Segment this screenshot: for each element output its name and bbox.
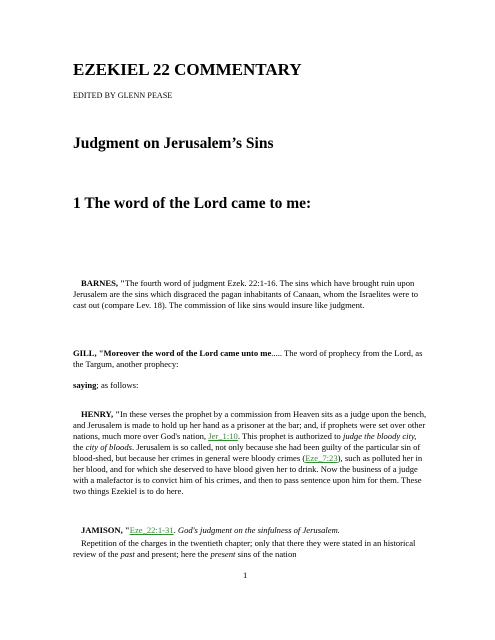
barnes-text: The fourth word of judgment Ezek. 22:1-16. The sins which have brought ruin upon Jerusalem are the sins which disgraced the pagan inhabitants of Canaan, whom the Israelites were to cast out (compare Lev. 18). The commission of like sins would insure like judgment.	[73, 278, 419, 310]
henry-text-2: . This prophet is authorized to	[237, 431, 343, 441]
jamison-p2-text-1: Repetition of the charges in the twentieth chapter; only that there they were stated in an historical review of the	[73, 538, 416, 559]
henry-emphasis-2: city of bloods	[85, 442, 132, 452]
document-title: EZEKIEL 22 COMMENTARY	[73, 60, 302, 79]
henry-text-3: the	[73, 442, 86, 452]
jamison-p2-text-3: sins of the nation	[235, 549, 297, 559]
barnes-name: BARNES, "	[81, 278, 125, 288]
gill-paragraph	[73, 348, 429, 370]
jamison-text-1: .	[173, 525, 178, 535]
henry-text-4: . Jerusalem is so called, not only because she had been guilty of the particular sin of blood-shed, but because her crimes in general were bloody crimes (	[73, 442, 421, 463]
verse-heading: 1 The word of the Lord came to me:	[73, 195, 312, 212]
scripture-link[interactable]: Eze_22:1-31	[129, 525, 174, 535]
scripture-link[interactable]: Jer_1:10	[208, 431, 238, 441]
editor-credit: EDITED BY GLENN PEASE	[73, 91, 173, 100]
henry-emphasis-1: judge the bloody city,	[342, 431, 417, 441]
henry-text-5: ), such as polluted her in her blood, and for which she deserved to have blood given her to drink. Now the business of a judge with a malefactor is to convict him of his crimes, and then to pass sentence upon him for them. These two things Ezekiel is to do here.	[73, 453, 423, 496]
henry-text-1: In these verses the prophet by a commission from Heaven sits as a judge upon the bench, and Jerusalem is made to hold up her hand as a prisoner at the bar; and, if prophets were set over other nations, much more over God's nation,	[73, 409, 427, 441]
gill-name: GILL, "Moreover the word of the Lord came unto me	[73, 348, 272, 358]
jamison-paragraph	[73, 525, 429, 536]
henry-name: HENRY, "	[81, 409, 121, 419]
section-heading: Judgment on Jerusalem’s Sins	[73, 135, 274, 152]
jamison-p2-text-2: and present; here the	[134, 549, 211, 559]
barnes-paragraph	[73, 278, 429, 311]
gill-saying-rest: ; as follows:	[96, 380, 139, 390]
jamison-paragraph-2	[73, 538, 429, 560]
jamison-p2-emphasis-1: past	[120, 549, 135, 559]
henry-paragraph	[73, 409, 429, 497]
gill-saying-paragraph	[73, 380, 429, 391]
gill-saying-bold: saying	[73, 380, 97, 390]
jamison-p2-emphasis-2: present	[210, 549, 236, 559]
page-number: 1	[243, 570, 248, 580]
jamison-name: JAMISON, "	[81, 525, 130, 535]
scripture-link[interactable]: Eze_7:23	[305, 453, 338, 463]
jamison-emphasis: God's judgment on the sinfulness of Jerusalem.	[177, 525, 340, 535]
gill-text: ..... The word of prophecy from the Lord, as the Targum, another prophecy:	[73, 348, 423, 369]
